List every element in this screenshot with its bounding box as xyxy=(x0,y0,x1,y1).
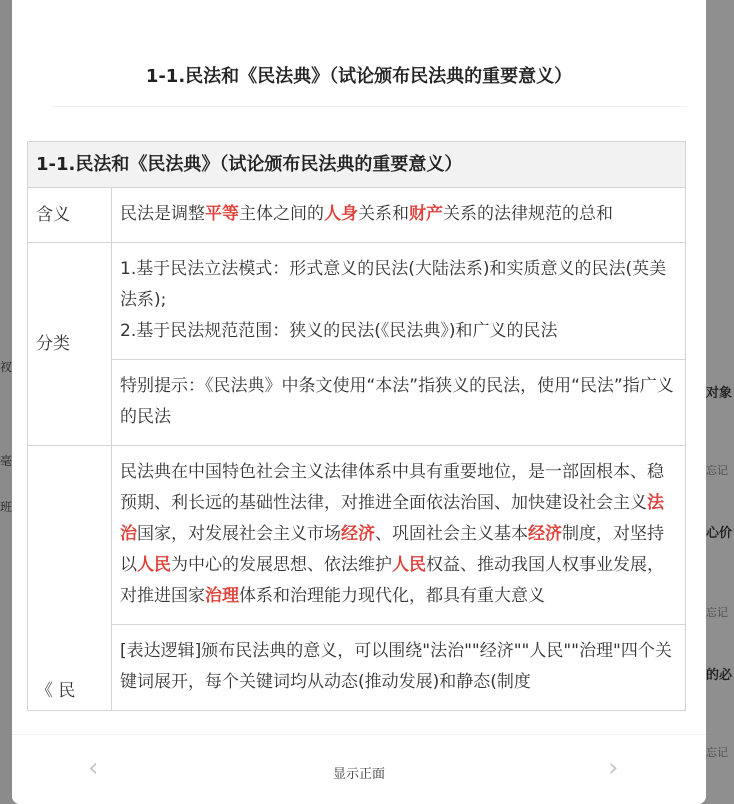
table-header: 1-1.民法和《民法典》（试论颁布民法典的重要意义） xyxy=(28,142,686,188)
backdrop-fragment: 毫 xyxy=(0,454,13,468)
backdrop-fragment: 心价 xyxy=(706,526,733,541)
row-label-classification: 分类 xyxy=(28,243,112,446)
flashcard-dialog xyxy=(12,0,706,804)
meaning-text: 民法是调整平等主体之间的人身关系和财产关系的法律规范的总和 xyxy=(112,188,686,243)
row-label-significance: 《 民 xyxy=(28,446,112,711)
chevron-left-icon[interactable]: ‹ xyxy=(88,753,99,783)
table-row-classification xyxy=(28,243,686,360)
classification-items xyxy=(112,243,686,360)
backdrop-fragment: 对象 xyxy=(706,386,733,401)
classification-note: 特别提示：《民法典》中条文使用“本法”指狭义的民法，使用“民法”指广义的民法 xyxy=(112,360,686,446)
chevron-right-icon[interactable]: › xyxy=(608,753,619,783)
row-label-meaning: 含义 xyxy=(28,188,112,243)
title-divider xyxy=(52,106,686,107)
backdrop-left xyxy=(0,0,12,804)
backdrop-fragment: 忘记 xyxy=(706,464,728,477)
table-row-logic xyxy=(28,625,686,711)
expression-logic-text: [表达逻辑]颁布民法典的意义，可以围绕"法治""经济""人民""治理"四个关键词展开，每个关键词均从动态(推动发展)和静态(制度 xyxy=(112,625,686,711)
card-content-scroll[interactable] xyxy=(12,108,706,734)
card-footer xyxy=(12,734,706,804)
backdrop-fragment: 的必 xyxy=(706,668,733,683)
table-row-significance xyxy=(28,446,686,625)
classification-item-2: 2.基于民法规范范围：狭义的民法(《民法典》)和广义的民法 xyxy=(120,321,558,341)
table-row-meaning xyxy=(28,188,686,243)
significance-text: 民法典在中国特色社会主义法律体系中具有重要地位，是一部固根本、稳预期、利长远的基础性法律，对推进全面依法治国、加快建设社会主义法治国家，对发展社会主义市场经济、巩固社会主义基本经济制度，对坚持以人民为中心的发展思想、依法维护人民权益、推动我国人权事业发展，对推进国家治理体系和治理能力现代化，都具有重大意义 xyxy=(112,446,686,625)
classification-item-1: 1.基于民法立法模式：形式意义的民法(大陆法系)和实质意义的民法(英美法系); xyxy=(120,259,667,310)
backdrop-right xyxy=(706,0,734,804)
backdrop-fragment: 忘记 xyxy=(706,606,728,619)
backdrop-fragment: 衩 xyxy=(0,360,13,374)
backdrop-fragment: 忘记 xyxy=(706,746,728,759)
backdrop-fragment: 班 xyxy=(0,500,13,514)
table-row-classification-note xyxy=(28,360,686,446)
show-front-button[interactable]: 显示正面 xyxy=(332,767,385,782)
card-title: 1-1.民法和《民法典》（试论颁布民法典的重要意义） xyxy=(145,66,573,87)
knowledge-table xyxy=(27,141,686,711)
